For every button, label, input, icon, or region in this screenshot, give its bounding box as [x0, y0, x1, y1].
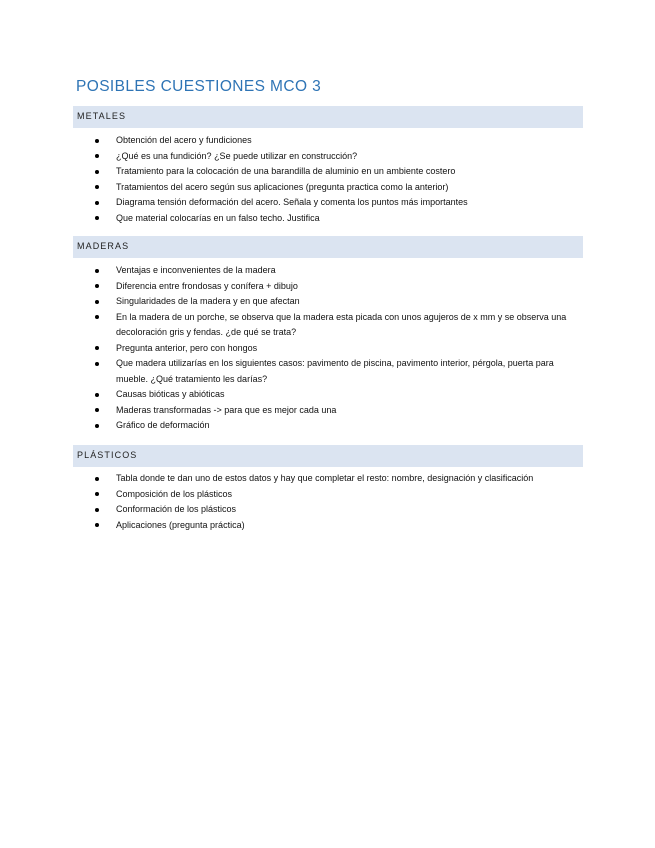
- list-item: [0, 149, 655, 165]
- section-header-plasticos: [73, 445, 583, 467]
- list-item: [0, 502, 655, 518]
- section-header-label: MADERAS: [77, 241, 130, 251]
- bullet-icon: [95, 424, 99, 428]
- list-item: [0, 133, 655, 149]
- list-item: [0, 279, 655, 295]
- list-item: [0, 471, 655, 487]
- bullet-icon: [95, 362, 99, 366]
- list-item-text: Tratamientos del acero según sus aplicaciones (pregunta practica como la anterior): [116, 181, 449, 192]
- section-header-label: PLÁSTICOS: [77, 450, 138, 460]
- bullet-icon: [95, 346, 99, 350]
- list-item: [0, 180, 655, 196]
- plasticos-list: [0, 471, 655, 533]
- list-item-text: Composición de los plásticos: [116, 488, 233, 499]
- bullet-icon: [95, 492, 99, 496]
- bullet-icon: [95, 477, 99, 481]
- list-item-text: Que material colocarías en un falso techo. Justifica: [116, 212, 320, 223]
- list-item-text: Obtención del acero y fundiciones: [116, 135, 252, 145]
- bullet-icon: [95, 201, 99, 205]
- list-item: [0, 487, 655, 503]
- bullet-icon: [95, 139, 99, 143]
- bullet-icon: [95, 393, 99, 397]
- list-item-text: Tratamiento para la colocación de una barandilla de aluminio en un ambiente costero: [116, 166, 456, 176]
- list-item: [0, 294, 655, 310]
- list-item-text: Que madera utilizarías en los siguientes casos: pavimento de piscina, pavimento interior, pérgola, puerta para mueble. ¿Qué tratamiento les darías?: [116, 358, 554, 384]
- metales-list: [0, 133, 655, 226]
- list-item-text: Ventajas e inconvenientes de la madera: [116, 265, 276, 275]
- bullet-icon: [95, 408, 99, 412]
- list-item-text: Causas bióticas y abióticas: [116, 389, 225, 399]
- bullet-icon: [95, 154, 99, 158]
- bullet-icon: [95, 216, 99, 220]
- list-item-text: Diferencia entre frondosas y conífera + dibujo: [116, 280, 298, 291]
- list-item-text: Gráfico de deformación: [116, 420, 210, 430]
- list-item-text: Pregunta anterior, pero con hongos: [116, 342, 258, 353]
- section-header-metales: [73, 106, 583, 128]
- section-header-maderas: [73, 236, 583, 258]
- section-header-label: METALES: [77, 111, 127, 121]
- list-item-text: En la madera de un porche, se observa que la madera esta picada con unos agujeros de x mm y se observa una decoloración gris y fendas. ¿de qué se trata?: [116, 311, 567, 337]
- list-item: [0, 263, 655, 279]
- list-item-text: Conformación de los plásticos: [116, 504, 237, 514]
- bullet-icon: [95, 185, 99, 189]
- list-item: [0, 387, 655, 403]
- bullet-icon: [95, 284, 99, 288]
- list-item-text: Singularidades de la madera y en que afectan: [116, 296, 300, 306]
- bullet-icon: [95, 300, 99, 304]
- bullet-icon: [95, 170, 99, 174]
- list-item: [0, 164, 655, 180]
- bullet-icon: [95, 315, 99, 319]
- bullet-icon: [95, 523, 99, 527]
- list-item-text: Aplicaciones (pregunta práctica): [116, 519, 245, 530]
- list-item: [0, 403, 655, 419]
- list-item-text: Tabla donde te dan uno de estos datos y hay que completar el resto: nombre, designación y clasificación: [116, 473, 534, 483]
- bullet-icon: [95, 508, 99, 512]
- list-item: [0, 341, 655, 357]
- list-item-text: Maderas transformadas -> para que es mejor cada una: [116, 404, 337, 415]
- maderas-list: [0, 263, 655, 434]
- document-title: POSIBLES CUESTIONES MCO 3: [76, 78, 322, 95]
- list-item: [0, 356, 655, 387]
- list-item-text: ¿Qué es una fundición? ¿Se puede utilizar en construcción?: [116, 150, 358, 161]
- list-item: [0, 418, 655, 434]
- list-item: [0, 310, 655, 341]
- list-item: [0, 195, 655, 211]
- list-item: [0, 518, 655, 534]
- list-item-text: Diagrama tensión deformación del acero. Señala y comenta los puntos más importantes: [116, 197, 468, 207]
- bullet-icon: [95, 269, 99, 273]
- list-item: [0, 211, 655, 227]
